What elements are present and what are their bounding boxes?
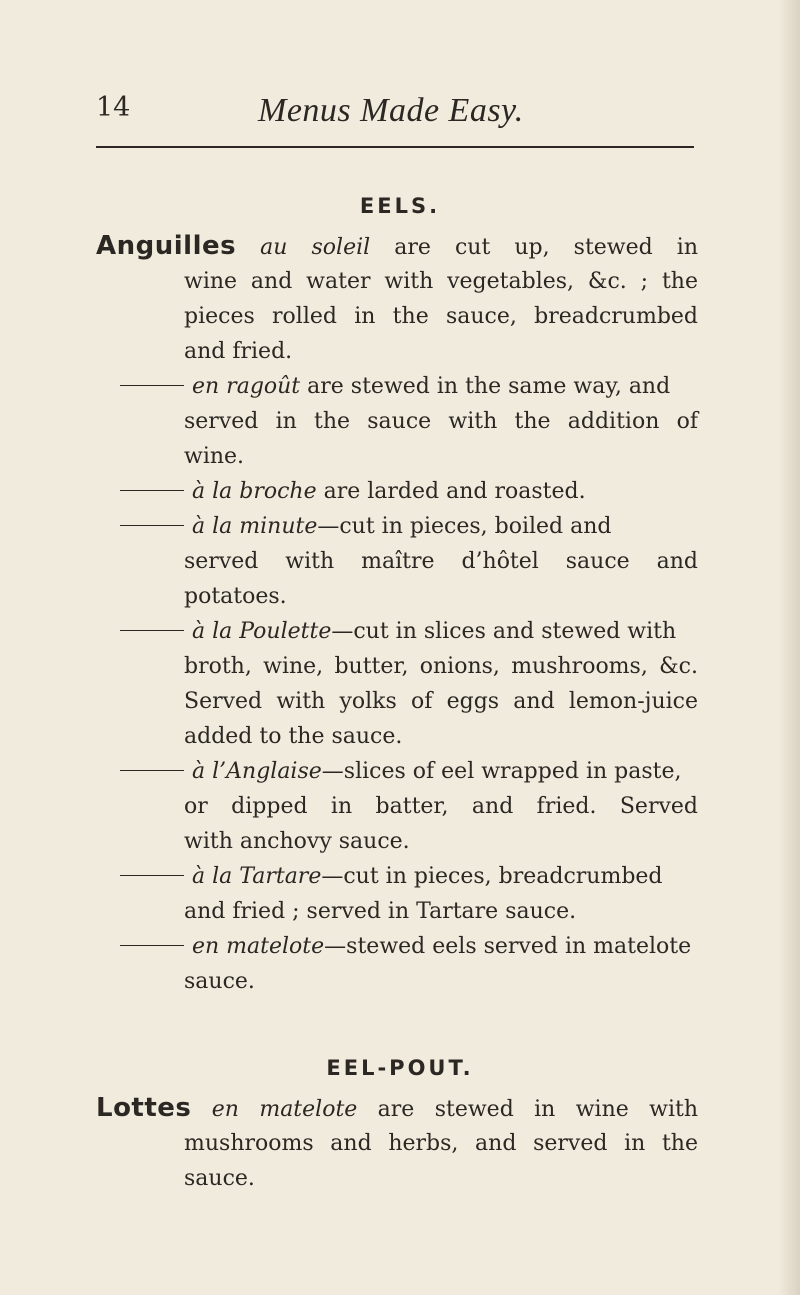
section-title-eels: EELS. xyxy=(359,194,441,218)
entry-line: sauce. xyxy=(184,969,255,994)
entry-line xyxy=(96,859,698,894)
entry-line: served in the sauce with the addition of xyxy=(184,409,698,434)
cooking-style: en matelote xyxy=(192,934,325,959)
entry-line: added to the sauce. xyxy=(184,724,403,749)
cooking-style: à la broche xyxy=(192,479,317,504)
entry-line xyxy=(96,474,698,509)
entry-text: are stewed in the same way, and xyxy=(300,374,671,399)
entry-line: sauce. xyxy=(184,1166,255,1191)
entry-line: potatoes. xyxy=(184,584,287,609)
header-rule xyxy=(96,146,694,148)
section-title-eel-pout: EEL-POUT. xyxy=(326,1056,474,1080)
cooking-style: à la minute xyxy=(192,514,318,539)
entry-text: are stewed in wine with xyxy=(357,1097,698,1122)
page-header xyxy=(96,92,696,132)
entry-a-la-poulette xyxy=(96,614,698,754)
ditto-dash xyxy=(120,945,184,946)
entry-en-ragout xyxy=(96,369,698,474)
cooking-style: à la Poulette xyxy=(192,619,332,644)
running-title: Menus Made Easy. xyxy=(258,92,524,129)
entry-lead: Anguilles xyxy=(96,231,237,261)
entry-a-l-anglaise xyxy=(96,754,698,859)
cooking-style: à l’Anglaise xyxy=(192,759,322,784)
ditto-dash xyxy=(120,490,184,491)
entry-line xyxy=(96,229,698,264)
entry-text: —cut in pieces, breadcrumbed xyxy=(321,864,663,889)
entry-text: —cut in pieces, boiled and xyxy=(317,514,612,539)
entry-line xyxy=(96,1091,698,1126)
ditto-dash xyxy=(120,770,184,771)
entry-line xyxy=(96,509,698,544)
entry-text: —cut in slices and stewed with xyxy=(331,619,677,644)
entry-a-la-broche xyxy=(96,474,698,509)
entry-a-la-minute xyxy=(96,509,698,614)
ditto-dash xyxy=(120,875,184,876)
cooking-style: au soleil xyxy=(260,235,371,260)
page-number: 14 xyxy=(96,92,131,123)
entry-text: are cut up, stewed in xyxy=(370,235,698,260)
entry-line: or dipped in batter, and fried. Served xyxy=(184,794,698,819)
cooking-style: en ragoût xyxy=(192,374,301,399)
entry-line: and fried ; served in Tartare sauce. xyxy=(184,899,577,924)
cooking-style: en matelote xyxy=(211,1097,358,1122)
entry-line: wine and water with vegetables, &c. ; the xyxy=(184,269,698,294)
entry-line: Served with yolks of eggs and lemon-juice xyxy=(184,689,698,714)
entry-line: with anchovy sauce. xyxy=(184,829,410,854)
entry-line: and fried. xyxy=(184,339,293,364)
entry-line xyxy=(96,929,698,964)
ditto-dash xyxy=(120,525,184,526)
entry-line xyxy=(96,369,698,404)
entry-text: are larded and roasted. xyxy=(316,479,586,504)
ditto-dash xyxy=(120,630,184,631)
entry-text: —slices of eel wrapped in paste, xyxy=(321,759,682,784)
entry-line: mushrooms and herbs, and served in the xyxy=(184,1131,698,1156)
entry-en-matelote xyxy=(96,929,698,999)
cooking-style: à la Tartare xyxy=(192,864,322,889)
entry-lead: Lottes xyxy=(96,1093,192,1123)
entry-line xyxy=(96,754,698,789)
entry-line: served with maître d’hôtel sauce and xyxy=(184,549,698,574)
entry-line: broth, wine, butter, onions, mushrooms, &c. xyxy=(184,654,698,679)
entry-line: wine. xyxy=(184,444,245,469)
ditto-dash xyxy=(120,385,184,386)
entry-line: pieces rolled in the sauce, breadcrumbed xyxy=(184,304,698,329)
entry-line xyxy=(96,614,698,649)
entry-lottes-en-matelote xyxy=(96,1091,698,1196)
entry-text: —stewed eels served in matelote xyxy=(324,934,692,959)
entry-anguilles-au-soleil xyxy=(96,229,698,369)
entry-a-la-tartare xyxy=(96,859,698,929)
